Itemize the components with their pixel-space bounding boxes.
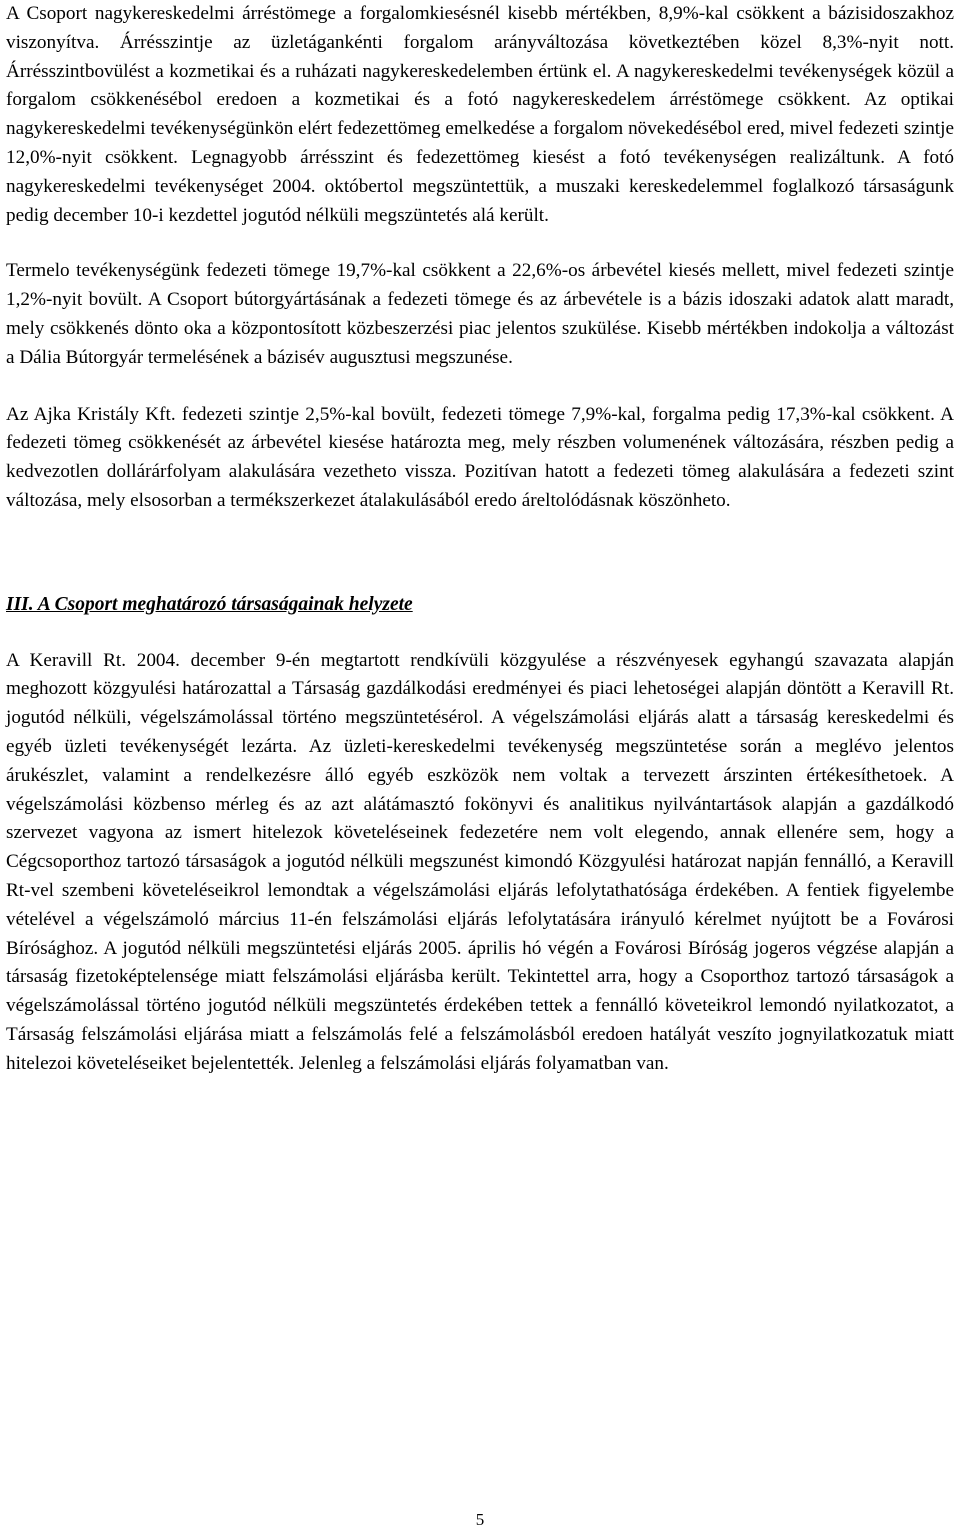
document-page	[6, 0, 954, 1079]
paragraph-production: Termelo tevékenységünk fedezeti tömege 19,7%-kal csökkent a 22,6%-os árbevétel kiesés mellett, mivel fedezeti szintje 1,2%-nyit bovült. A Csoport bútorgyártásának a fedezeti tömege és az árbevétele is a bázis idoszaki adatok alatt maradt, mely csökkenés dönto oka a központosított közbeszerzési piac jelentos szukülése. Kisebb mértékben indokolja a változást a Dália Bútorgyár termelésének a bázisév augusztusi megszunése.	[6, 260, 954, 368]
paragraph-wholesale: A Csoport nagykereskedelmi árréstömege a forgalomkiesésnél kisebb mértékben, 8,9%-kal csökkent a bázisidoszakhoz viszonyítva. Árrésszintje az üzletágankénti forgalom arányváltozása következtében közel 8,3%-nyit nott. Árrésszintbovülést a kozmetikai és a ruházati nagykereskedelemben értünk el. A nagykereskedelmi tevékenységek közül a forgalom csökkenésébol eredoen a kozmetikai és a fotó nagykereskedelem árréstömege csökkent. Az optikai nagykereskedelmi tevékenységünkön elért fedezettömeg emelkedése a forgalom növekedésébol ered, mivel fedezeti szintje 12,0%-nyit csökkent. Legnagyobb árrésszint és fedezettömeg kiesést a fotó tevékenységen realizáltunk. A fotó nagykereskedelmi tevékenységet 2004. októbertol megszüntettük, a muszaki kereskedelemmel foglalkozó társaságunk pedig december 10-i kezdettel jogutód nélküli megszüntetés alá került.	[6, 3, 954, 226]
page-number: 5	[475, 1510, 485, 1529]
paragraph-ajka-kristaly: Az Ajka Kristály Kft. fedezeti szintje 2,5%-kal bovült, fedezeti tömege 7,9%-kal, forgalma pedig 17,3%-kal csökkent. A fedezeti tömeg csökkenését az árbevétel kiesése határozta meg, mely részben volumenének változására, részben pedig a kedvezotlen dollárárfolyam alakulására vezetheto vissza. Pozitívan hatott a fedezeti tömeg alakulására a fedezeti szint változása, mely elsosorban a termékszerkezet átalakulásából eredo áreltolódásnak köszönheto.	[6, 403, 954, 511]
paragraph-keravill: A Keravill Rt. 2004. december 9-én megtartott rendkívüli közgyulése a részvényesek egyhangú szavazata alapján meghozott közgyulési határozattal a Társaság gazdálkodási eredményei és piaci lehetoségei alapján döntött a Keravill Rt. jogutód nélküli, végelszámolással történo megszüntetésérol. A végelszámolási eljárás alatt a társaság kereskedelmi és egyéb üzleti tevékenységét lezárta. Az üzleti-kereskedelmi tevékenység megszüntetése során a meglévo jelentos árukészlet, valamint a rendelkezésre álló egyéb eszközök nem voltak a tervezett árszinten értékesíthetoek. A végelszámolási közbenso mérleg és az azt alátámasztó fokönyvi és analitikus nyilvántartások alapján a gazdálkodó szervezet vagyona az ismert hitelezok követeléseinek fedezetére nem volt elegendo, annak ellenére sem, hogy a Cégcsoporthoz tartozó társaságok a jogutód nélküli megszunést kimondó Közgyulési határozat napján fennálló, a Keravill Rt-vel szembeni követeléseikrol lemondtak a végelszámolási eljárás lefolytathatósága érdekében. A fentiek figyelembe vételével a végelszámoló március 11-én felszámolási eljárás lefolytatására irányuló kérelmet nyújtott be a Fovárosi Bírósághoz. A jogutód nélküli megszüntetési eljárás 2005. április hó végén a Fovárosi Bíróság jogeros végzése alapján a társaság fizetoképtelensége miatt felszámolási eljárásba került. Tekintettel arra, hogy a Csoporthoz tartozó társaságok a végelszámolással történo jogutód nélküli megszüntetés érdekében tettek a fennálló követeikrol lemondó nyilatkozatot, a Társaság felszámolási eljárása miatt a felszámolás felé a felszámolásból eredoen hatályát veszíto jognyilatkozatuk miatt hitelezoi követeléseiket bejelentették. Jelenleg a felszámolási eljárás folyamatban van.	[6, 649, 954, 1074]
section-heading: III. A Csoport meghatározó társaságainak helyzete	[6, 593, 413, 615]
